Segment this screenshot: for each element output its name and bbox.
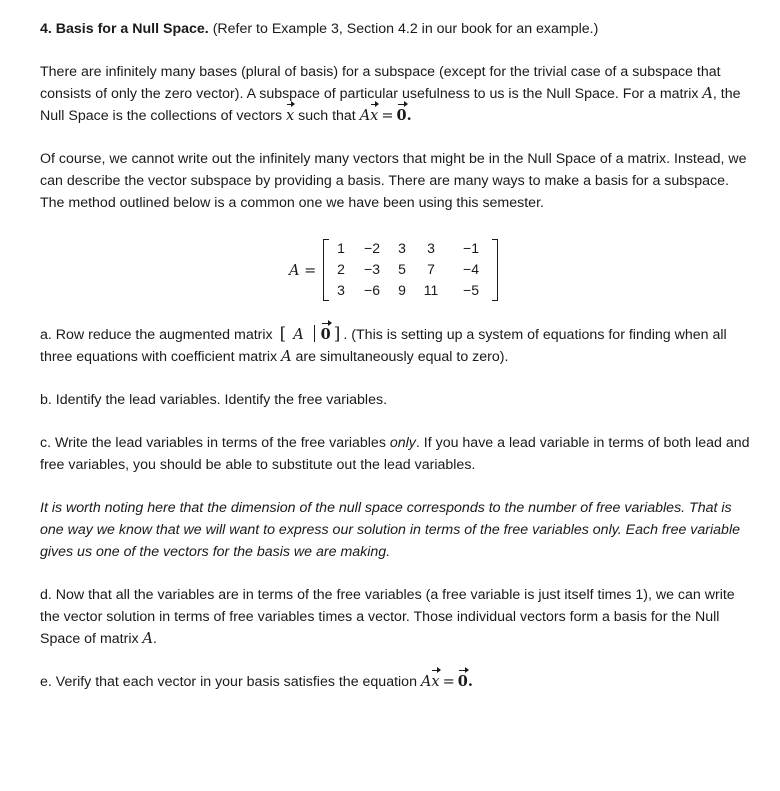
part-c-text-2: . If you have a lead variable in terms of both lead and free variables, you should be able to substitute out the lead variables. xyxy=(40,435,750,473)
basis-method-paragraph: Of course, we cannot write out the infinitely many vectors that might be in the Null Space of a matrix. Instead, we can describe the vector subspace by providing a basis. There are many ways to make a basis for a subspace. The method outlined below is a common one we have been using this semester. xyxy=(40,151,747,211)
matrix-cell: −2 xyxy=(364,240,380,256)
augmented-open-bracket: [ xyxy=(279,324,287,344)
part-b-paragraph: b. Identify the lead variables. Identify the free variables. xyxy=(40,392,388,408)
part-c-text: c. Write the lead variables in terms of the free variables xyxy=(40,435,390,451)
augmented-A: A xyxy=(293,327,304,343)
part-a-text-3: are simultaneously equal to zero). xyxy=(291,349,509,365)
matrix-grid xyxy=(330,237,492,300)
problem-title-rest: (Refer to Example 3, Section 4.2 in our book for an example.) xyxy=(208,21,599,37)
augmented-bar xyxy=(314,325,315,342)
part-a-text-2: . (This is setting up a system of equations for finding when all three equations with coefficient matrix xyxy=(40,327,727,365)
null-space-intro-paragraph xyxy=(40,61,752,127)
eq-vector-x: x xyxy=(370,105,378,127)
matrix-cell: 9 xyxy=(398,282,406,298)
var-A: A xyxy=(702,86,713,102)
problem-title xyxy=(40,18,752,40)
problem-title-bold: 4. Basis for a Null Space. xyxy=(40,21,209,37)
intro-text-mid: , the Null Space is the collections of vectors xyxy=(40,86,741,124)
part-d-paragraph xyxy=(40,584,752,650)
part-e-paragraph xyxy=(40,671,752,693)
part-d-text: d. Now that all the variables are in terms of the free variables (a free variable is just itself times 1), we can write the vector solution in terms of free variables times a vector. Those individual vectors form a basis for the Null Space of matrix xyxy=(40,587,735,647)
matrix-cell: 5 xyxy=(398,261,406,277)
matrix-cell: 2 xyxy=(337,261,345,277)
matrix-cell: 3 xyxy=(398,240,406,256)
matrix-cell: −6 xyxy=(364,282,380,298)
document-body xyxy=(40,18,752,714)
part-a-text: a. Row reduce the augmented matrix xyxy=(40,327,277,343)
intro-text-end: such that xyxy=(294,108,360,124)
matrix-label xyxy=(289,260,316,282)
augmented-close-bracket: ] xyxy=(333,324,341,344)
part-c-only: only xyxy=(389,435,416,451)
part-e-eq-A: A xyxy=(420,674,432,690)
matrix-row xyxy=(330,279,492,300)
matrix-cell: 11 xyxy=(423,282,439,298)
eq-sign: = xyxy=(381,108,394,124)
vector-x: x xyxy=(286,105,294,127)
zero-vector: 0 xyxy=(397,105,407,127)
matrix-cell: −5 xyxy=(463,282,479,298)
matrix-cell: −3 xyxy=(364,261,380,277)
matrix-A-display xyxy=(40,235,752,311)
intro-text: There are infinitely many bases (plural of basis) for a subspace (except for the trivial case of a subspace that consists of only the zero vector). A subspace of particular usefulness to us is the Null Space. For a matrix xyxy=(40,64,721,102)
part-d-var-A: A xyxy=(142,631,153,647)
part-e-eq-sign: = xyxy=(442,674,455,690)
matrix-cell: 7 xyxy=(427,261,435,277)
part-e-vector-x: x xyxy=(431,671,439,693)
matrix-row xyxy=(330,237,492,258)
matrix-cell: 3 xyxy=(337,282,345,298)
part-e-text: e. Verify that each vector in your basis satisfies the equation xyxy=(40,674,421,690)
matrix-left-bracket xyxy=(323,239,329,301)
eq-A: A xyxy=(359,108,371,124)
matrix-row xyxy=(330,258,492,279)
part-a-var-A: A xyxy=(281,349,292,365)
matrix-equals: = xyxy=(304,263,317,279)
dimension-note-paragraph: It is worth noting here that the dimension of the null space corresponds to the number of free variables. That is one way we know that we will want to express our solution in terms of the free variables only. Each free variable gives us one of the vectors for the basis we are making. xyxy=(40,500,740,560)
augmented-zero-vector: 0 xyxy=(321,324,331,346)
matrix-right-bracket xyxy=(492,239,498,301)
matrix-cell: 3 xyxy=(427,240,435,256)
matrix-cell: 1 xyxy=(337,240,345,256)
part-e-zero-vector: 0 xyxy=(458,671,468,693)
part-e-period: . xyxy=(467,673,473,690)
eq-period: . xyxy=(406,107,412,124)
matrix-cell: −1 xyxy=(463,240,479,256)
part-a-paragraph xyxy=(40,323,752,368)
part-c-paragraph xyxy=(40,432,752,476)
part-d-end: . xyxy=(153,631,157,647)
matrix-label-var: A xyxy=(289,263,300,279)
matrix-cell: −4 xyxy=(463,261,479,277)
